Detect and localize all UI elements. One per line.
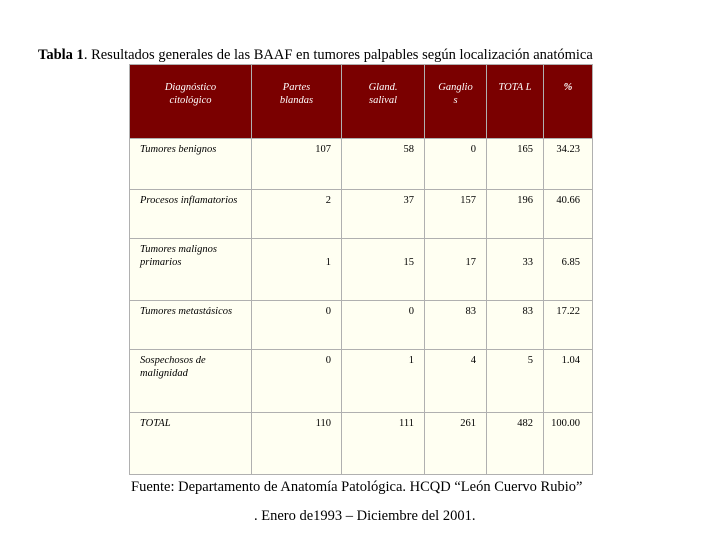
- table-row: [130, 190, 593, 239]
- cell-value: 165: [487, 139, 544, 190]
- cell-value: 5: [487, 350, 544, 413]
- table-row: [130, 413, 593, 475]
- table-row: [130, 301, 593, 350]
- row-label: Procesos inflamatorios: [130, 190, 252, 239]
- source-line-2: . Enero de1993 – Diciembre del 2001.: [254, 508, 476, 524]
- row-label: Sospechosos de malignidad: [130, 350, 252, 413]
- cell-value: 1: [252, 239, 342, 301]
- row-label: TOTAL: [130, 413, 252, 475]
- cell-value: 107: [252, 139, 342, 190]
- cell-value: 0: [342, 301, 425, 350]
- cell-value: 33: [487, 239, 544, 301]
- table-caption-label: Tabla 1: [38, 47, 84, 63]
- row-label: Tumores metastásicos: [130, 301, 252, 350]
- cell-value: 4: [425, 350, 487, 413]
- cell-value: 482: [487, 413, 544, 475]
- cell-value: 15: [342, 239, 425, 301]
- cell-value: 157: [425, 190, 487, 239]
- table-caption-text: . Resultados generales de las BAAF en tumores palpables según localización anatómica: [83, 47, 593, 63]
- table-row: [130, 350, 593, 413]
- results-table: [129, 64, 593, 475]
- cell-value: 261: [425, 413, 487, 475]
- cell-value: 37: [342, 190, 425, 239]
- row-label: Tumores malignos primarios: [130, 239, 252, 301]
- table-caption: [38, 47, 593, 64]
- cell-value: 111: [342, 413, 425, 475]
- cell-value: 0: [252, 350, 342, 413]
- source-line-1: Fuente: Departamento de Anatomía Patológica. HCQD “León Cuervo Rubio”: [131, 479, 583, 495]
- cell-percent: 6.85: [544, 239, 593, 301]
- cell-value: 2: [252, 190, 342, 239]
- header-total: TOTA L: [487, 65, 544, 139]
- table-row: [130, 139, 593, 190]
- header-diagnostico: Diagnóstico citológico: [130, 65, 252, 139]
- header-partes-blandas: Partes blandas: [252, 65, 342, 139]
- cell-value: 17: [425, 239, 487, 301]
- cell-value: 110: [252, 413, 342, 475]
- cell-value: 83: [487, 301, 544, 350]
- header-gland-salival: Gland. salival: [342, 65, 425, 139]
- cell-value: 83: [425, 301, 487, 350]
- cell-percent: 17.22: [544, 301, 593, 350]
- table-header-row: [130, 65, 593, 139]
- cell-percent: 100.00: [544, 413, 593, 475]
- cell-percent: 34.23: [544, 139, 593, 190]
- row-label: Tumores benignos: [130, 139, 252, 190]
- table-row: [130, 239, 593, 301]
- cell-value: 58: [342, 139, 425, 190]
- cell-percent: 1.04: [544, 350, 593, 413]
- cell-value: 0: [252, 301, 342, 350]
- cell-value: 1: [342, 350, 425, 413]
- header-percent: %: [544, 65, 593, 139]
- cell-value: 0: [425, 139, 487, 190]
- cell-value: 196: [487, 190, 544, 239]
- header-ganglios: Ganglio s: [425, 65, 487, 139]
- cell-percent: 40.66: [544, 190, 593, 239]
